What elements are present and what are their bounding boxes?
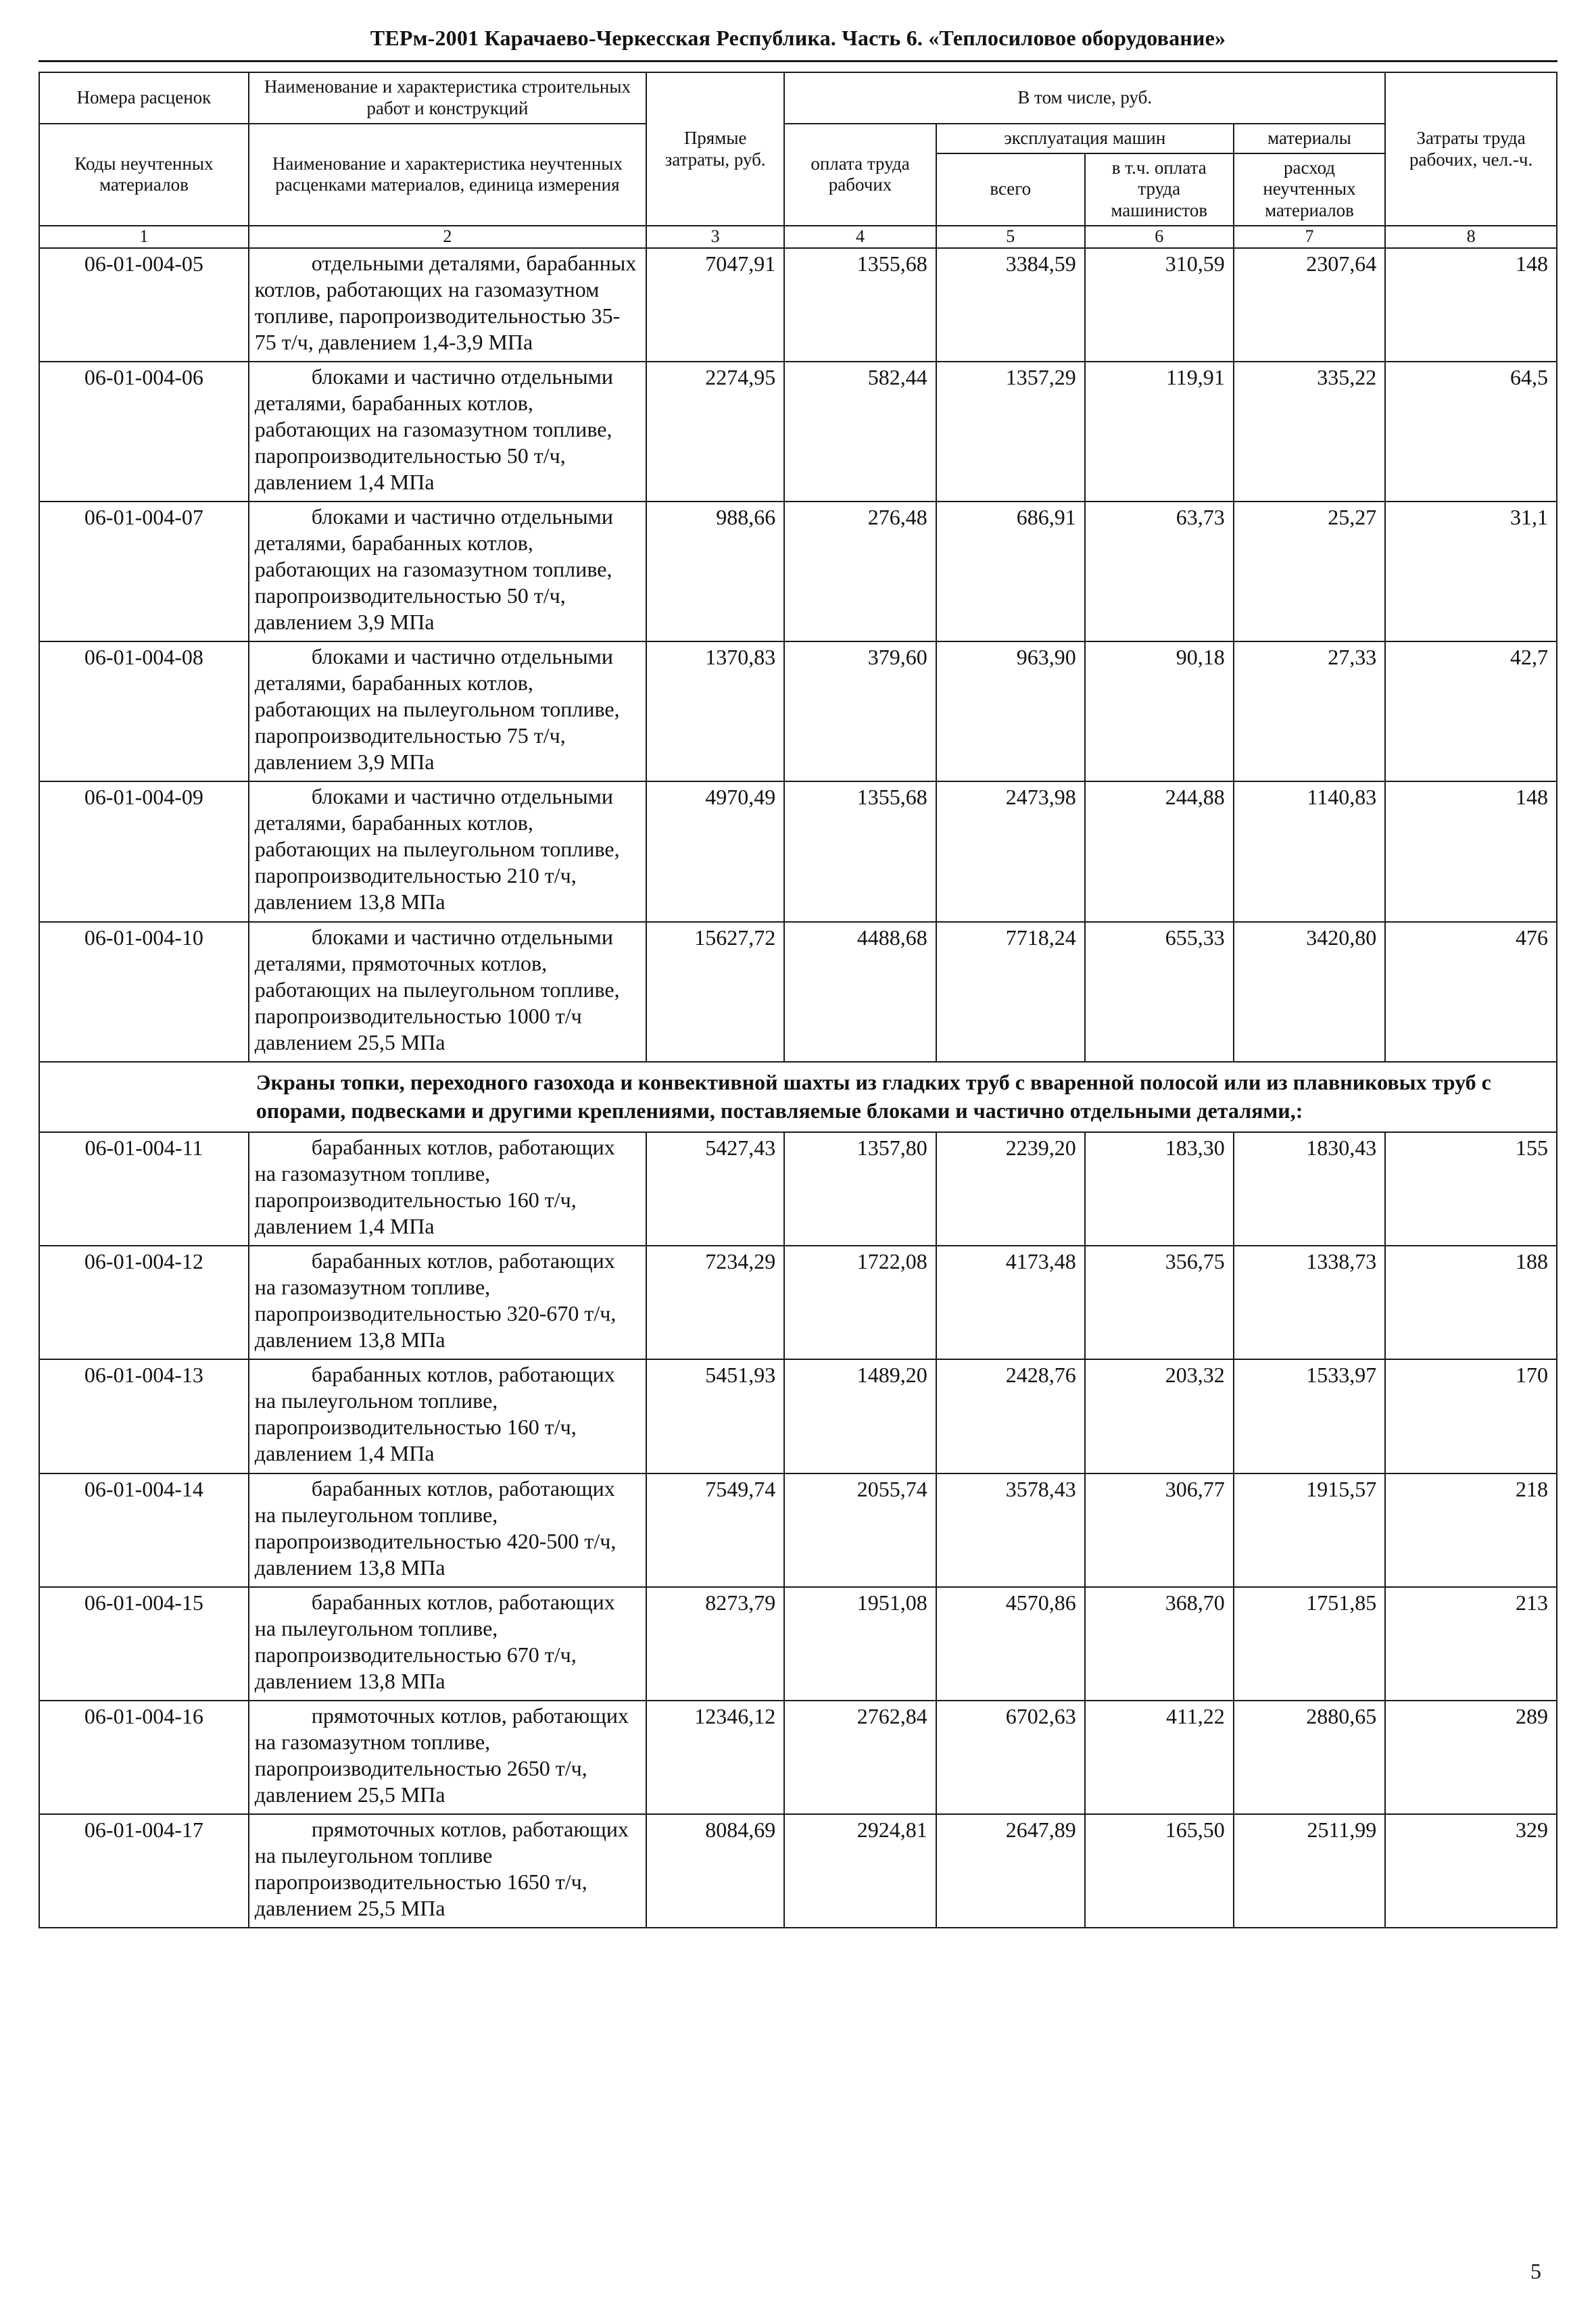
labor-pay-cell: 582,44 bbox=[784, 362, 936, 502]
header-row-1 bbox=[39, 72, 1557, 124]
page-number: 5 bbox=[1530, 2259, 1541, 2283]
machines-total-cell: 3578,43 bbox=[936, 1473, 1085, 1587]
rate-row bbox=[39, 362, 1557, 502]
work-name-cell: блоками и частично отдельными деталями, барабанных котлов, работающих на газомазутном топливе, паропроизводительностью 50 т/ч, давлением 1,4 МПа bbox=[249, 362, 646, 502]
labor-hours-cell: 476 bbox=[1385, 922, 1557, 1062]
materials-cell: 2511,99 bbox=[1234, 1814, 1385, 1928]
direct-costs-cell: 8273,79 bbox=[646, 1587, 784, 1701]
work-name-cell: блоками и частично отдельными деталями, барабанных котлов, работающих на пылеугольном топливе, паропроизводительностью 75 т/ч, давлением 3,9 МПа bbox=[249, 641, 646, 781]
labor-pay-cell: 1489,20 bbox=[784, 1359, 936, 1473]
labor-hours-cell: 289 bbox=[1385, 1701, 1557, 1814]
header-labor-pay: оплата труда рабочих bbox=[784, 124, 936, 226]
header-rate-numbers: Номера расценок bbox=[39, 72, 249, 124]
machinists-pay-cell: 310,59 bbox=[1085, 248, 1234, 362]
rate-row bbox=[39, 781, 1557, 921]
machinists-pay-cell: 119,91 bbox=[1085, 362, 1234, 502]
rate-code-cell: 06-01-004-11 bbox=[39, 1132, 249, 1246]
work-name-cell: блоками и частично отдельными деталями, прямоточных котлов, работающих на пылеугольном топливе, паропроизводительностью 1000 т/ч давлением 25,5 МПа bbox=[249, 922, 646, 1062]
header-machinists-pay: в т.ч. оплата труда машинистов bbox=[1085, 153, 1234, 226]
rate-row bbox=[39, 1359, 1557, 1473]
section-header-row bbox=[39, 1062, 1557, 1132]
labor-hours-cell: 148 bbox=[1385, 781, 1557, 921]
rate-code-cell: 06-01-004-17 bbox=[39, 1814, 249, 1928]
column-number: 5 bbox=[936, 226, 1085, 248]
machinists-pay-cell: 165,50 bbox=[1085, 1814, 1234, 1928]
machinists-pay-cell: 63,73 bbox=[1085, 502, 1234, 641]
machines-total-cell: 2239,20 bbox=[936, 1132, 1085, 1246]
rate-code-cell: 06-01-004-06 bbox=[39, 362, 249, 502]
header-materials: материалы bbox=[1234, 124, 1385, 153]
labor-hours-cell: 329 bbox=[1385, 1814, 1557, 1928]
machines-total-cell: 4173,48 bbox=[936, 1246, 1085, 1359]
header-included-group: В том числе, руб. bbox=[784, 72, 1385, 124]
rate-code-cell: 06-01-004-16 bbox=[39, 1701, 249, 1814]
labor-pay-cell: 1951,08 bbox=[784, 1587, 936, 1701]
labor-pay-cell: 1357,80 bbox=[784, 1132, 936, 1246]
direct-costs-cell: 988,66 bbox=[646, 502, 784, 641]
labor-hours-cell: 170 bbox=[1385, 1359, 1557, 1473]
header-row-2 bbox=[39, 124, 1557, 153]
rate-code-cell: 06-01-004-14 bbox=[39, 1473, 249, 1587]
column-numbers-row bbox=[39, 226, 1557, 248]
labor-hours-cell: 155 bbox=[1385, 1132, 1557, 1246]
machines-total-cell: 2647,89 bbox=[936, 1814, 1085, 1928]
materials-cell: 3420,80 bbox=[1234, 922, 1385, 1062]
rate-code-cell: 06-01-004-13 bbox=[39, 1359, 249, 1473]
labor-pay-cell: 2055,74 bbox=[784, 1473, 936, 1587]
machinists-pay-cell: 203,32 bbox=[1085, 1359, 1234, 1473]
rate-code-cell: 06-01-004-10 bbox=[39, 922, 249, 1062]
machinists-pay-cell: 183,30 bbox=[1085, 1132, 1234, 1246]
machines-total-cell: 1357,29 bbox=[936, 362, 1085, 502]
machinists-pay-cell: 356,75 bbox=[1085, 1246, 1234, 1359]
rate-row bbox=[39, 1701, 1557, 1814]
column-number: 2 bbox=[249, 226, 646, 248]
header-machines-total: всего bbox=[936, 153, 1085, 226]
column-number: 8 bbox=[1385, 226, 1557, 248]
header-labor-hours: Затраты труда рабочих, чел.-ч. bbox=[1385, 72, 1557, 226]
rate-code-cell: 06-01-004-15 bbox=[39, 1587, 249, 1701]
rate-row bbox=[39, 1473, 1557, 1587]
column-number: 7 bbox=[1234, 226, 1385, 248]
rate-code-cell: 06-01-004-07 bbox=[39, 502, 249, 641]
rate-row bbox=[39, 1132, 1557, 1246]
column-number: 6 bbox=[1085, 226, 1234, 248]
labor-pay-cell: 2762,84 bbox=[784, 1701, 936, 1814]
materials-cell: 1140,83 bbox=[1234, 781, 1385, 921]
rate-row bbox=[39, 502, 1557, 641]
header-work-name: Наименование и характеристика строительных работ и конструкций bbox=[249, 72, 646, 124]
labor-hours-cell: 42,7 bbox=[1385, 641, 1557, 781]
work-name-cell: блоками и частично отдельными деталями, барабанных котлов, работающих на газомазутном топливе, паропроизводительностью 50 т/ч, давлением 3,9 МПа bbox=[249, 502, 646, 641]
materials-cell: 1751,85 bbox=[1234, 1587, 1385, 1701]
direct-costs-cell: 4970,49 bbox=[646, 781, 784, 921]
machines-total-cell: 3384,59 bbox=[936, 248, 1085, 362]
rates-table-body bbox=[39, 248, 1557, 1928]
direct-costs-cell: 1370,83 bbox=[646, 641, 784, 781]
rate-code-cell: 06-01-004-12 bbox=[39, 1246, 249, 1359]
direct-costs-cell: 12346,12 bbox=[646, 1701, 784, 1814]
direct-costs-cell: 2274,95 bbox=[646, 362, 784, 502]
direct-costs-cell: 5451,93 bbox=[646, 1359, 784, 1473]
document-title: ТЕРм-2001 Карачаево-Черкесская Республика. Часть 6. «Теплосиловое оборудование» bbox=[39, 26, 1557, 62]
materials-cell: 2880,65 bbox=[1234, 1701, 1385, 1814]
direct-costs-cell: 7047,91 bbox=[646, 248, 784, 362]
column-number: 3 bbox=[646, 226, 784, 248]
labor-pay-cell: 1355,68 bbox=[784, 248, 936, 362]
work-name-cell: блоками и частично отдельными деталями, барабанных котлов, работающих на пылеугольном топливе, паропроизводительностью 210 т/ч, давлением 13,8 МПа bbox=[249, 781, 646, 921]
machines-total-cell: 7718,24 bbox=[936, 922, 1085, 1062]
work-name-cell: барабанных котлов, работающих на газомазутном топливе, паропроизводительностью 320-670 т/ч, давлением 13,8 МПа bbox=[249, 1246, 646, 1359]
labor-pay-cell: 276,48 bbox=[784, 502, 936, 641]
labor-pay-cell: 4488,68 bbox=[784, 922, 936, 1062]
rate-row bbox=[39, 641, 1557, 781]
column-number: 1 bbox=[39, 226, 249, 248]
labor-pay-cell: 379,60 bbox=[784, 641, 936, 781]
direct-costs-cell: 8084,69 bbox=[646, 1814, 784, 1928]
rate-code-cell: 06-01-004-08 bbox=[39, 641, 249, 781]
rate-row bbox=[39, 1587, 1557, 1701]
labor-hours-cell: 213 bbox=[1385, 1587, 1557, 1701]
labor-pay-cell: 1355,68 bbox=[784, 781, 936, 921]
column-number: 4 bbox=[784, 226, 936, 248]
work-name-cell: отдельными деталями, барабанных котлов, работающих на газомазутном топливе, паропроизводительностью 35-75 т/ч, давлением 1,4-3,9 МПа bbox=[249, 248, 646, 362]
machinists-pay-cell: 368,70 bbox=[1085, 1587, 1234, 1701]
header-material-name: Наименование и характеристика неучтенных расценками материалов, единица измерения bbox=[249, 124, 646, 226]
labor-hours-cell: 148 bbox=[1385, 248, 1557, 362]
work-name-cell: прямоточных котлов, работающих на газомазутном топливе, паропроизводительностью 2650 т/ч, давлением 25,5 МПа bbox=[249, 1701, 646, 1814]
direct-costs-cell: 7549,74 bbox=[646, 1473, 784, 1587]
direct-costs-cell: 7234,29 bbox=[646, 1246, 784, 1359]
rate-row bbox=[39, 922, 1557, 1062]
labor-hours-cell: 188 bbox=[1385, 1246, 1557, 1359]
materials-cell: 27,33 bbox=[1234, 641, 1385, 781]
rate-code-cell: 06-01-004-05 bbox=[39, 248, 249, 362]
work-name-cell: прямоточных котлов, работающих на пылеугольном топливе паропроизводительностью 1650 т/ч, давлением 25,5 МПа bbox=[249, 1814, 646, 1928]
rate-row bbox=[39, 248, 1557, 362]
header-materials-consumption: расход неучтенных материалов bbox=[1234, 153, 1385, 226]
materials-cell: 1915,57 bbox=[1234, 1473, 1385, 1587]
rates-table-head bbox=[39, 72, 1557, 248]
machines-total-cell: 686,91 bbox=[936, 502, 1085, 641]
materials-cell: 1830,43 bbox=[1234, 1132, 1385, 1246]
materials-cell: 2307,64 bbox=[1234, 248, 1385, 362]
labor-hours-cell: 64,5 bbox=[1385, 362, 1557, 502]
materials-cell: 25,27 bbox=[1234, 502, 1385, 641]
machinists-pay-cell: 306,77 bbox=[1085, 1473, 1234, 1587]
machines-total-cell: 6702,63 bbox=[936, 1701, 1085, 1814]
rate-row bbox=[39, 1814, 1557, 1928]
rate-row bbox=[39, 1246, 1557, 1359]
work-name-cell: барабанных котлов, работающих на газомазутном топливе, паропроизводительностью 160 т/ч, давлением 1,4 МПа bbox=[249, 1132, 646, 1246]
machines-total-cell: 2473,98 bbox=[936, 781, 1085, 921]
header-material-codes: Коды неучтенных материалов bbox=[39, 124, 249, 226]
materials-cell: 335,22 bbox=[1234, 362, 1385, 502]
header-direct-costs: Прямые затраты, руб. bbox=[646, 72, 784, 226]
labor-hours-cell: 31,1 bbox=[1385, 502, 1557, 641]
section-header-text: Экраны топки, переходного газохода и конвективной шахты из гладких труб с вваренной полосой или из плавниковых труб с опорами, подвесками и другими креплениями, поставляемые блоками и частично отдельными деталями,: bbox=[39, 1062, 1557, 1132]
labor-hours-cell: 218 bbox=[1385, 1473, 1557, 1587]
machines-total-cell: 4570,86 bbox=[936, 1587, 1085, 1701]
work-name-cell: барабанных котлов, работающих на пылеугольном топливе, паропроизводительностью 420-500 т/ч, давлением 13,8 МПа bbox=[249, 1473, 646, 1587]
direct-costs-cell: 15627,72 bbox=[646, 922, 784, 1062]
machines-total-cell: 963,90 bbox=[936, 641, 1085, 781]
machines-total-cell: 2428,76 bbox=[936, 1359, 1085, 1473]
materials-cell: 1338,73 bbox=[1234, 1246, 1385, 1359]
machinists-pay-cell: 244,88 bbox=[1085, 781, 1234, 921]
rates-table bbox=[39, 72, 1557, 1928]
direct-costs-cell: 5427,43 bbox=[646, 1132, 784, 1246]
work-name-cell: барабанных котлов, работающих на пылеугольном топливе, паропроизводительностью 670 т/ч, давлением 13,8 МПа bbox=[249, 1587, 646, 1701]
machinists-pay-cell: 411,22 bbox=[1085, 1701, 1234, 1814]
rate-code-cell: 06-01-004-09 bbox=[39, 781, 249, 921]
labor-pay-cell: 2924,81 bbox=[784, 1814, 936, 1928]
header-machines-group: эксплуатация машин bbox=[936, 124, 1234, 153]
machinists-pay-cell: 655,33 bbox=[1085, 922, 1234, 1062]
machinists-pay-cell: 90,18 bbox=[1085, 641, 1234, 781]
materials-cell: 1533,97 bbox=[1234, 1359, 1385, 1473]
labor-pay-cell: 1722,08 bbox=[784, 1246, 936, 1359]
work-name-cell: барабанных котлов, работающих на пылеугольном топливе, паропроизводительностью 160 т/ч, давлением 1,4 МПа bbox=[249, 1359, 646, 1473]
